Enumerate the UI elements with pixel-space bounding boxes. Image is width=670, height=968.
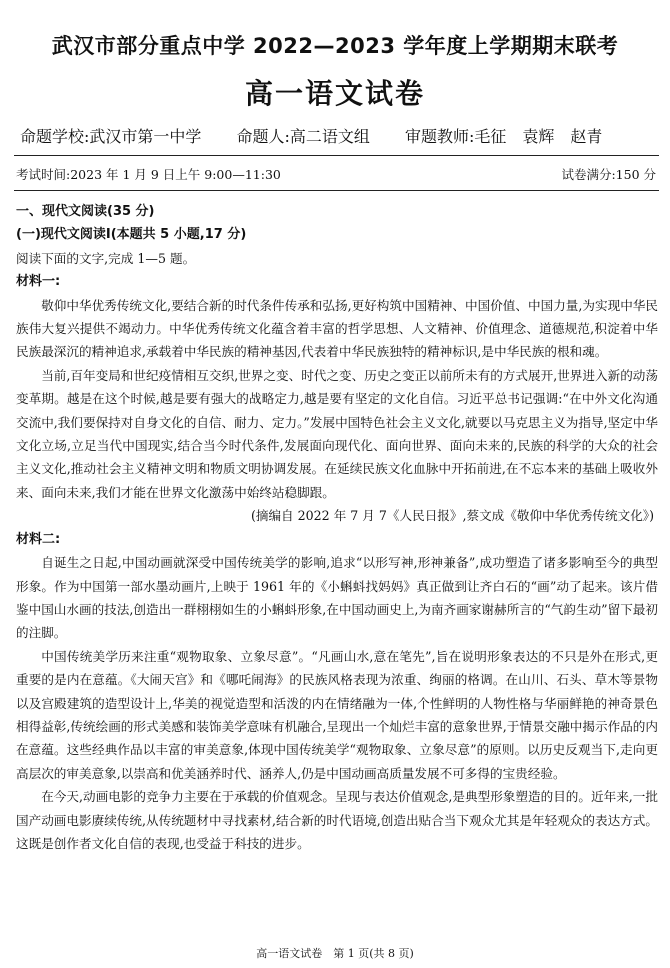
- section-heading: 一、现代文阅读(35 分): [16, 204, 155, 219]
- material1-paragraph: 当前,百年变局和世纪疫情相互交织,世界之变、时代之变、历史之变正以前所未有的方式展开,世界进入新的动荡变革期。越是在这个时候,越是要有强大的战略定力,越是要有坚定的文化自信。习近平总书记强调:“在中外文化沟通交流中,我们要保持对自身文化的自信、耐力、定力。”发展中国特色社会主义文化,就要以马克思主义为指导,坚定中华文化立场,立足当代中国现实,结合当今时代条件,发展面向现代化、面向世界、面向未来的,民族的科学的大众的社会主义文化,推动社会主义精神文明和物质文明协调发展。在延续民族文化血脉中开拓前进,在不忘本来的基础上吸收外来、面向未来,我们才能在世界文化激荡中始终站稳脚跟。: [16, 367, 658, 500]
- divider-bottom: [14, 190, 659, 191]
- exam-title: 武汉市部分重点中学 2022—2023 学年度上学期期末联考: [51, 34, 619, 58]
- divider-top: [14, 155, 659, 156]
- reviewer-label: 审题教师:毛征 袁辉 赵青: [405, 127, 603, 146]
- exam-subtitle: 高一语文试卷: [244, 77, 425, 110]
- setter-label: 命题人:高二语文组: [236, 127, 370, 146]
- section-instruction: 阅读下面的文字,完成 1—5 题。: [16, 250, 196, 266]
- material2-paragraph: 自诞生之日起,中国动画就深受中国传统美学的影响,追求“以形写神,形神兼备”,成功塑造了诸多影响至今的典型形象。作为中国第一部水墨动画片,上映于 1961 年的《小蝌蚪找妈妈》真正做到让齐白石的“画”动了起来。该片借鉴中国山水画的技法,创造出一群栩栩如生的小蝌蚪形象,在中国动画史上,为南齐画家谢赫所言的“气韵生动”留下最初的注脚。: [16, 555, 658, 641]
- exam-setters: [20, 124, 660, 147]
- material2-label: 材料二:: [16, 531, 61, 547]
- reading-content: [16, 200, 658, 855]
- page-footer: 高一语文试卷 第 1 页(共 8 页): [256, 947, 414, 960]
- exam-info-row: [16, 165, 656, 183]
- full-score: 试卷满分:150 分: [561, 167, 656, 182]
- material1-paragraph: 敬仰中华优秀传统文化,要结合新的时代条件传承和弘扬,更好构筑中国精神、中国价值、中国力量,为实现中华民族伟大复兴提供不竭动力。中华优秀传统文化蕴含着丰富的哲学思想、人文精神、价值理念、道德规范,积淀着中华民族最深沉的精神追求,承载着中华民族的精神基因,代表着中华民族独特的精神标识,是中华民族的根和魂。: [16, 297, 658, 360]
- exam-time: 考试时间:2023 年 1 月 9 日上午 9:00—11:30: [16, 167, 281, 182]
- material2-paragraph: 在今天,动画电影的竞争力主要在于承载的价值观念。呈现与表达价值观念,是典型形象塑造的目的。近年来,一批国产动画电影赓续传统,从传统题材中寻找素材,结合新的时代语境,创造出贴合当下观众尤其是年轻观众的表达方式。这既是创作者文化自信的表现,也受益于科技的进步。: [16, 789, 658, 851]
- school-label: 命题学校:武汉市第一中学: [20, 127, 202, 146]
- material2-paragraph: 中国传统美学历来注重“观物取象、立象尽意”。“凡画山水,意在笔先”,旨在说明形象表达的不只是外在形式,更重要的是内在意蕴。《大闹天宫》和《哪吒闹海》的民族风格表现为浓重、绚丽的格调。在山川、石头、草木等景物以及宫殿建筑的造型设计上,华美的视觉造型和活泼的内在情绪融为一体,个性鲜明的人物性格与华丽鲜艳的神奇景色相得益彰,传统绘画的形式美感和装饰美学意味有机融合,呈现出一个灿烂丰富的意象世界,于情景交融中揭示作品的内在意蕴。这些经典作品以丰富的审美意象,体现中国传统美学“观物取象、立象尽意”的原则。以历史反观当下,走向更高层次的审美意象,以崇高和优美涵养时代、涵养人,仍是中国动画高质量发展不可多得的宝贵经验。: [16, 648, 658, 781]
- material1-label: 材料一:: [16, 274, 61, 290]
- material1-source: (摘编自 2022 年 7 月 7《人民日报》,蔡文成《敬仰中华优秀传统文化》): [250, 508, 654, 524]
- section-subheading: (一)现代文阅读Ⅰ(本题共 5 小题,17 分): [16, 227, 247, 243]
